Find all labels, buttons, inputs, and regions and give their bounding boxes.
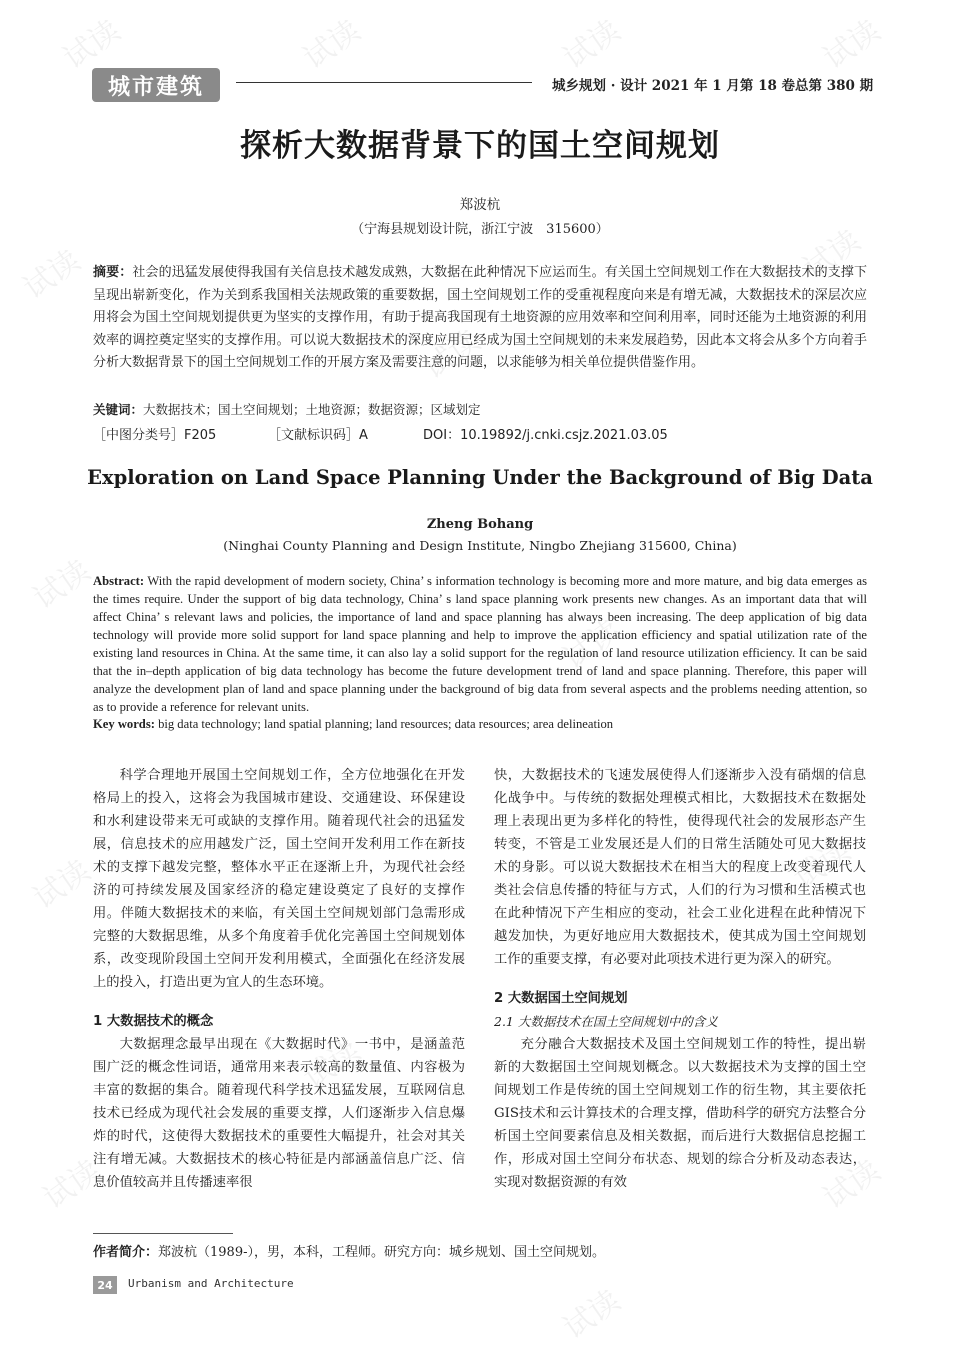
footer-journal-name: Urbanism and Architecture (128, 1277, 294, 1290)
watermark: 试读 (17, 243, 87, 307)
abstract-en (93, 572, 867, 716)
keywords-en-label: Key words: (93, 717, 155, 731)
watermark: 试读 (817, 1153, 887, 1217)
watermark: 试读 (557, 1283, 627, 1347)
watermark: 试读 (787, 833, 857, 897)
footnote-text: 郑波杭（1989-），男，本科，工程师。研究方向：城乡规划、国土空间规划。 (158, 1245, 605, 1260)
author-en: Zheng Bohang (426, 517, 534, 532)
header-rule (236, 82, 532, 83)
watermark: 试读 (797, 223, 867, 287)
watermark: 试读 (417, 323, 487, 387)
abstract-cn-label: 摘要： (93, 265, 133, 280)
watermark: 试读 (297, 13, 367, 77)
keywords-en-text: big data technology; land spatial planning; land resources; data resources; area delineation (154, 717, 614, 731)
keywords-en (93, 717, 867, 732)
keywords-cn-text: 大数据技术；国土空间规划；土地资源；数据资源；区域划定 (143, 402, 481, 417)
journal-logo: 城市建筑 (92, 68, 220, 102)
author-cn: 郑波杭 (459, 197, 501, 213)
abstract-en-label: Abstract: (93, 574, 145, 588)
body-column-right (494, 764, 866, 1194)
body-paragraph: 充分融合大数据技术及国土空间规划工作的特性，提出崭新的大数据国土空间规划概念。以大数据技术为支撑的国土空间规划工作是传统的国土空间规划工作的衍生物，其主要依托GIS技术和云计算技术的合理支撑，借助科学的研究方法整合分析国土空间要素信息及相关数据，而后进行大数据信息挖掘工作，形成对国土空间分布状态、规划的综合分析及动态表达，实现对数据资源的有效 (494, 1037, 866, 1190)
abstract-cn-text: 社会的迅猛发展使得我国有关信息技术越发成熟，大数据在此种情况下应运而生。有关国土空间规划工作在大数据技术的支撑下呈现出崭新变化，作为关到系我国相关法规政策的重要数据，国土空间规划工作的受重视程度向来是有增无减，大数据技术的深层次应用将会为国土空间规划提供更为坚实的支撑作用，有助于提高我国现有土地资源的应用效率和空间利用率，同时还能为土地资源的利用效率的调控奠定坚实的支撑作用。可以说大数据技术的深度应用已经成为国土空间规划的未来发展趋势，因此本文将会从多个方向着手分析大数据背景下的国土空间规划工作的开展方案及需要注意的问题，以求能够为相关单位提供借鉴作用。 (93, 265, 867, 370)
keywords-cn (93, 400, 867, 418)
affiliation-en: (Ninghai County Planning and Design Institute, Ningbo Zhejiang 315600, China) (223, 538, 737, 553)
page-number: 24 (93, 1276, 117, 1294)
watermark: 试读 (27, 553, 97, 617)
clc-code: ［中图分类号］F205 (93, 428, 217, 443)
watermark: 试读 (37, 1153, 107, 1217)
watermark: 试读 (57, 13, 127, 77)
watermark: 试读 (557, 613, 627, 677)
doi: DOI：10.19892/j.cnki.csjz.2021.03.05 (423, 428, 668, 443)
body-paragraph: 大数据理念最早出现在《大数据时代》一书中，是涵盖范围广泛的概念性词语，通常用来表示较高的数量值、内容极为丰富的数据的集合。随着现代科学技术迅猛发展，互联网信息技术已经成为现代社会发展的重要支撑，人们逐渐步入信息爆炸的时代，这使得大数据技术的重要性大幅提升，社会对其关注有增无减。大数据技术的核心特征是内部涵盖信息广泛、信息价值较高并且传播速率很 (93, 1037, 465, 1190)
body-column-left (93, 764, 465, 1194)
watermark: 试读 (27, 853, 97, 917)
section-heading-1: 1 大数据技术的概念 (93, 1014, 214, 1029)
body-paragraph: 科学合理地开展国土空间规划工作，全方位地强化在开发格局上的投入，这将会为我国城市建设、交通建设、环保建设和水利建设带来无可或缺的支撑作用。随着现代社会的迅猛发展，信息技术的应用越发广泛，国土空间开发利用工作在新技术的支撑下越发完整，整体水平正在逐渐上升，为现代社会经济的可持续发展及国家经济的稳定建设奠定了良好的支撑作用。伴随大数据技术的来临，有关国土空间规划部门急需形成完整的大数据思维，从多个角度着手优化完善国土空间规划体系，改变现阶段国土空间开发利用模式，全面强化在经济发展上的投入，打造出更为宜人的生态环境。 (93, 768, 465, 990)
footnote-rule (93, 1233, 233, 1234)
footnote-label: 作者简介： (93, 1245, 159, 1260)
document-code: ［文献标识码］A (268, 428, 368, 443)
journal-issue-info: 城乡规划 · 设计 2021 年 1 月第 18 卷总第 380 期 (552, 78, 874, 94)
body-paragraph: 快，大数据技术的飞速发展使得人们逐渐步入没有硝烟的信息化战争中。与传统的数据处理模式相比，大数据技术在数据处理上表现出更为多样化的特性，使得现代社会的发展形态产生转变，不管是工业发展还是人们的日常生活随处可见大数据技术的身影。可以说大数据技术在相当大的程度上改变着现代人类社会信息传播的特征与方式，人们的行为习惯和生活模式也在此种情况下产生相应的变动，社会工业化进程在此种情况下越发加快，为更好地应用大数据技术，使其成为国土空间规划工作的重要支撑，有必要对此项技术进行更为深入的研究。 (494, 768, 866, 967)
watermark: 试读 (297, 1033, 367, 1097)
affiliation-cn: （宁海县规划设计院，浙江宁波 315600） (351, 222, 609, 237)
abstract-en-text: With the rapid development of modern society, China’ s information technology is becoming more and more mature, and big data emerges as the times require. Under the support of big data technology, China’ s land space planning work presents new changes. As an important data that will affect China’ s relevant laws and policies, the importance of land and space planning has always been increasing. The deep application of big data technology will provide more solid support for land space planning and help to improve the application efficiency and spatial utilization rate of the existing land resources in China. At the same time, it can also lay a solid support for the regulation of land resource utilization efficiency. It can be said that the in–depth application of big data technology has become the future development trend of land and space planning. Therefore, this paper will analyze the development plan of land and space planning under the background of big data from several aspects and the problems needing attention, so as to provide a reference for relevant units. (93, 574, 867, 714)
section-heading-2: 2 大数据国土空间规划 (494, 991, 628, 1006)
paper-title-cn: 探析大数据背景下的国土空间规划 (240, 128, 720, 164)
abstract-cn (93, 262, 867, 375)
subsection-heading-2-1: 2.1 大数据技术在国土空间规划中的含义 (494, 1014, 718, 1029)
watermark: 试读 (557, 13, 627, 77)
author-bio-footnote (93, 1241, 605, 1260)
classification-row (93, 424, 867, 443)
keywords-cn-label: 关键词： (93, 402, 144, 417)
paper-title-en: Exploration on Land Space Planning Under the Background of Big Data (87, 466, 873, 489)
watermark: 试读 (817, 13, 887, 77)
